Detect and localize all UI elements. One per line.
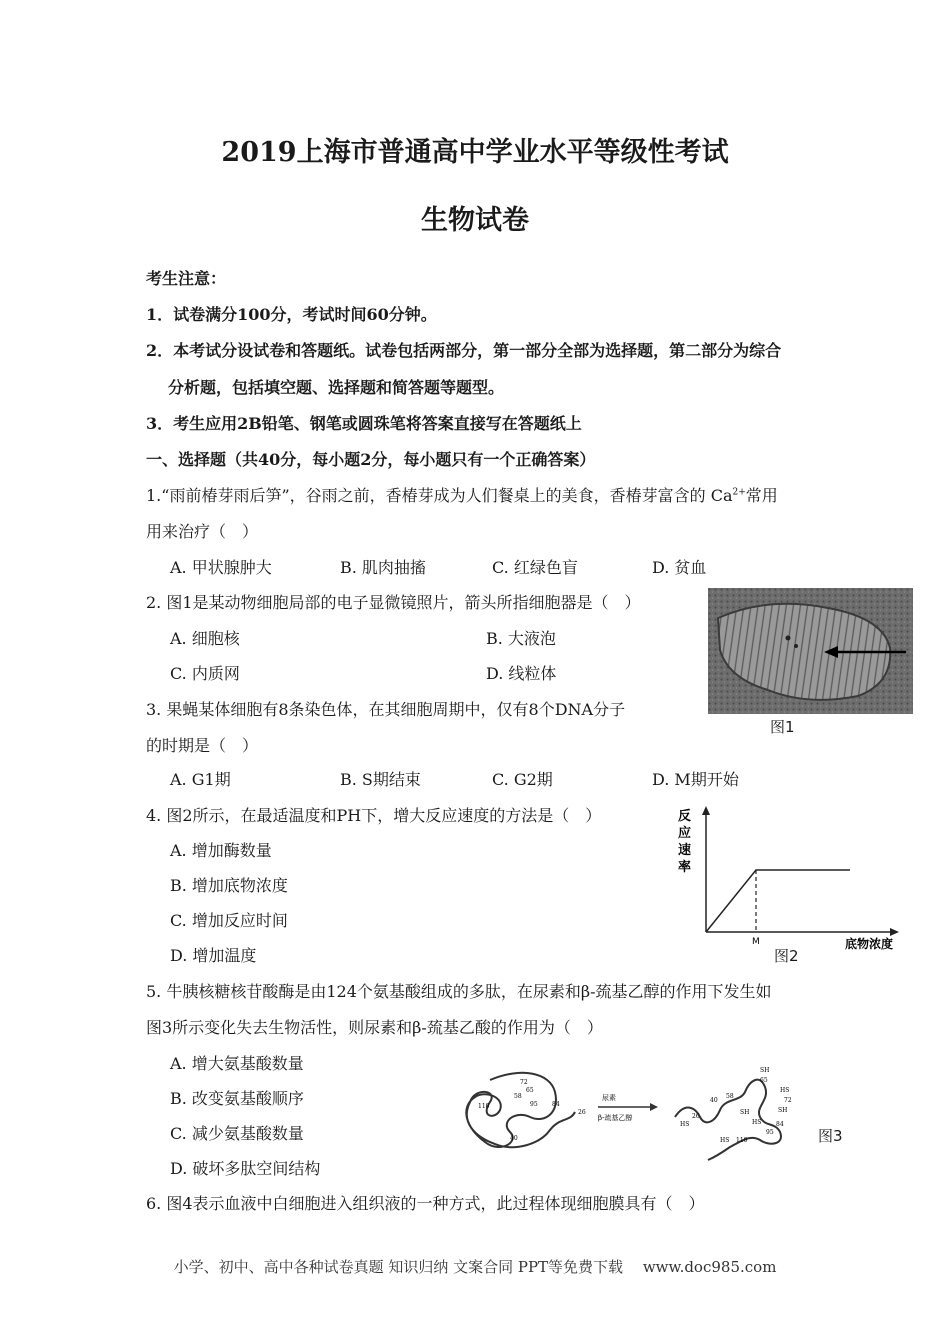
figure-3-label: 图3	[818, 1127, 843, 1145]
question-5-line2: 图3所示变化失去生物活性，则尿素和β-巯基乙酸的作用为（ ）	[146, 1018, 603, 1037]
question-5-line1: 5. 牛胰核糖核苷酸酶是由124个氨基酸组成的多肽，在尿素和β-巯基乙醇的作用下发生如	[146, 982, 772, 1001]
notice-heading: 考生注意：	[146, 269, 227, 288]
figure-1-label: 图1	[770, 718, 795, 736]
figure-2-label: 图2	[774, 947, 799, 965]
question-6-line1: 6. 图4表示血液中白细胞进入组织液的一种方式，此过程体现细胞膜具有（ ）	[146, 1194, 705, 1213]
q2-option-d: D. 线粒体	[486, 664, 557, 683]
q3-option-a: A. G1期	[170, 770, 231, 789]
right-label-hs-1: HS	[780, 1087, 790, 1094]
q3-option-c: C. G2期	[492, 770, 553, 789]
q2-option-c: C. 内质网	[170, 664, 240, 683]
m-label: M	[752, 937, 760, 947]
left-num-26: 26	[578, 1109, 586, 1116]
right-label-hs-3: HS	[752, 1119, 762, 1126]
section-heading: 一、选择题（共40分，每小题2分，每小题只有一个正确答案）	[146, 450, 596, 469]
rate-curve	[706, 870, 850, 932]
q1-option-b: B. 肌肉抽搐	[340, 558, 426, 577]
q1-option-a: A. 甲状腺肿大	[170, 558, 272, 577]
question-3-line2: 的时期是（ ）	[146, 736, 259, 755]
q1-option-c: C. 红绿色盲	[492, 558, 578, 577]
q5-option-a: A. 增大氨基酸数量	[170, 1054, 304, 1073]
q2-option-b: B. 大液泡	[486, 629, 556, 648]
right-label-84: 84	[776, 1121, 784, 1128]
exam-subtitle: 生物试卷	[421, 205, 529, 236]
left-num-40: 40	[510, 1135, 518, 1142]
question-1-line2: 用来治疗（ ）	[146, 522, 259, 541]
left-num-84: 84	[552, 1101, 560, 1108]
arrow-label-urea: 尿素	[602, 1094, 616, 1102]
q4-option-a: A. 增加酶数量	[170, 841, 272, 860]
q4-option-d: D. 增加温度	[170, 946, 257, 965]
left-num-110: 110	[478, 1103, 490, 1110]
right-label-95: 95	[766, 1129, 774, 1136]
question-1-line1: 1.“雨前椿芽雨后笋”，谷雨之前，香椿芽成为人们餐桌上的美食，香椿芽富含的 $Ca^{2+}$常用	[146, 486, 778, 505]
right-label-110: 110	[736, 1137, 748, 1144]
figure-3-protein	[430, 1062, 810, 1162]
page-footer: 小学、初中、高中各种试卷真题 知识归纳 文案合同 PPT等免费下载 www.doc985.com	[173, 1258, 777, 1276]
x-axis-label: 底物浓度	[845, 937, 894, 951]
left-num-72: 72	[520, 1079, 528, 1086]
left-num-65: 65	[526, 1087, 534, 1094]
q5-option-b: B. 改变氨基酸顺序	[170, 1089, 304, 1108]
arrow-label-mercapto: β-巯基乙醇	[598, 1114, 633, 1122]
left-num-95: 95	[530, 1101, 538, 1108]
q5-option-d: D. 破坏多肽空间结构	[170, 1159, 321, 1178]
right-label-26: 26	[692, 1113, 700, 1120]
q4-option-c: C. 增加反应时间	[170, 911, 288, 930]
y-axis-char-2: 应	[678, 826, 692, 841]
q4-option-b: B. 增加底物浓度	[170, 876, 288, 895]
right-label-58: 58	[726, 1093, 734, 1100]
notice-item-2-cont: 分析题，包括填空题、选择题和简答题等题型。	[168, 378, 505, 397]
exam-title: 2019上海市普通高中学业水平等级性考试	[221, 137, 729, 168]
right-label-72: 72	[784, 1097, 792, 1104]
question-4-line1: 4. 图2所示，在最适温度和PH下，增大反应速度的方法是（ ）	[146, 806, 602, 825]
y-axis-char-4: 率	[678, 860, 692, 875]
question-3-line1: 3. 果蝇某体细胞有8条染色体，在其细胞周期中，仅有8个DNA分子	[146, 700, 626, 719]
q1-option-d: D. 贫血	[652, 558, 707, 577]
right-label-hs-4: HS	[720, 1137, 730, 1144]
right-label-40: 40	[710, 1097, 718, 1104]
right-label-sh-top: SH	[760, 1067, 770, 1074]
right-label-sh-3: SH	[778, 1107, 788, 1114]
notice-item-1: 1．试卷满分100分，考试时间60分钟。	[146, 305, 437, 324]
notice-item-2: 2．本考试分设试卷和答题纸。试卷包括两部分，第一部分全部为选择题，第二部分为综合	[146, 341, 782, 360]
right-label-65: 65	[760, 1077, 768, 1084]
left-num-58: 58	[514, 1093, 522, 1100]
y-axis-char-3: 速	[678, 843, 692, 858]
y-axis-char-1: 反	[678, 809, 692, 824]
right-label-sh-2: SH	[740, 1109, 750, 1116]
figure-2-graph	[670, 800, 910, 960]
figure-1-micrograph	[708, 588, 913, 714]
q3-option-b: B. S期结束	[340, 770, 421, 789]
q3-option-d: D. M期开始	[652, 770, 739, 789]
question-2-line1: 2. 图1是某动物细胞局部的电子显微镜照片，箭头所指细胞器是（ ）	[146, 593, 641, 612]
right-label-hs-2: HS	[680, 1121, 690, 1128]
q2-option-a: A. 细胞核	[170, 629, 240, 648]
notice-item-3: 3．考生应用2B铅笔、钢笔或圆珠笔将答案直接写在答题纸上	[146, 414, 582, 433]
q5-option-c: C. 减少氨基酸数量	[170, 1124, 304, 1143]
